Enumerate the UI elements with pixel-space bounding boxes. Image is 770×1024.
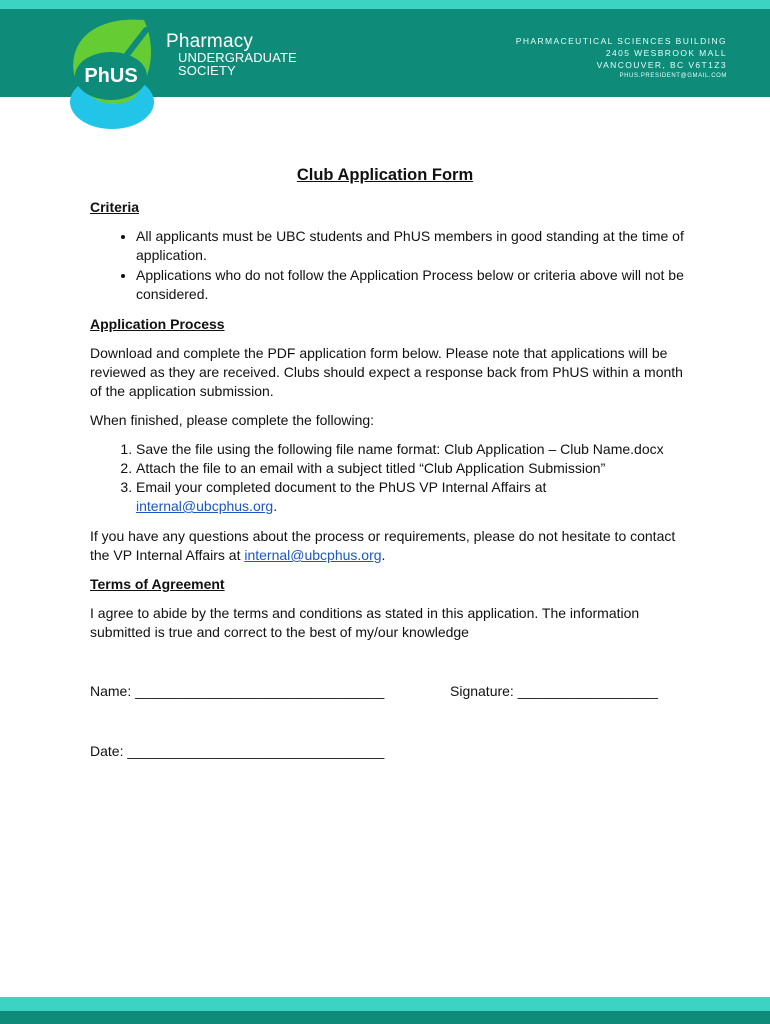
- criteria-item: • All applicants must be UBC students and PhUS members in good standing at the time of application.: [136, 227, 690, 265]
- address-line-city: VANCOUVER, BC V6T1Z3: [596, 60, 727, 70]
- name-signature-row: [90, 682, 690, 701]
- address-line-building: PHARMACEUTICAL SCIENCES BUILDING: [515, 36, 727, 46]
- page-title: Club Application Form: [296, 166, 474, 184]
- process-heading: Application Process: [90, 316, 225, 332]
- brand-line-undergraduate: UNDERGRADUATE: [178, 50, 297, 65]
- date-field[interactable]: Date: _________________________________: [90, 743, 385, 759]
- process-step: 1. Save the file using the following file name format: Club Application – Club Name.docx: [136, 440, 690, 459]
- phus-logo: [66, 16, 158, 130]
- brand-line-society: SOCIETY: [178, 63, 236, 78]
- header-address: [516, 35, 727, 81]
- footer-strip: [0, 997, 770, 1011]
- terms-heading: Terms of Agreement: [90, 576, 225, 592]
- process-steps: [90, 440, 690, 516]
- terms-paragraph: I agree to abide by the terms and conditions as stated in this application. The information submitted is true and correct to the best of my/our knowledge: [90, 605, 640, 640]
- process-step-suffix: .: [273, 498, 278, 514]
- contact-paragraph: [90, 527, 690, 565]
- brand-line-pharmacy: Pharmacy: [166, 31, 254, 52]
- criteria-item: • Applications who do not follow the Application Process below or criteria above will not be considered.: [136, 266, 690, 304]
- date-row: [90, 742, 690, 761]
- address-line-street: 2405 WESBROOK MALL: [605, 48, 727, 58]
- criteria-heading: Criteria: [90, 199, 140, 215]
- header-top-strip: [0, 0, 770, 9]
- process-instructions: When finished, please complete the following:: [90, 412, 375, 428]
- contact-email-link[interactable]: internal@ubcphus.org: [244, 547, 382, 563]
- contact-suffix: .: [381, 547, 386, 563]
- process-step: [136, 478, 690, 516]
- signature-field[interactable]: Signature: __________________: [450, 683, 658, 699]
- process-step-text: Email your completed document to the PhUS VP Internal Affairs at: [136, 479, 547, 495]
- brand-name: [166, 32, 297, 77]
- internal-email-link[interactable]: internal@ubcphus.org: [136, 498, 274, 514]
- address-email: PHUS.PRESIDENT@GMAIL.COM: [619, 73, 727, 79]
- process-step: 2. Attach the file to an email with a subject titled “Club Application Submission”: [136, 459, 690, 478]
- footer-band: [0, 1011, 770, 1024]
- form-body: [90, 166, 690, 761]
- logo-text: PhUS: [84, 65, 138, 87]
- criteria-list: [90, 227, 690, 304]
- process-paragraph: Download and complete the PDF application form below. Please note that applications will be reviewed as they are received. Clubs should expect a response back from PhUS within a month of the application submission.: [90, 345, 683, 399]
- name-field[interactable]: Name: ________________________________: [90, 683, 385, 699]
- contact-text: If you have any questions about the process or requirements, please do not hesitate to contact the VP Internal Affairs at: [90, 528, 676, 563]
